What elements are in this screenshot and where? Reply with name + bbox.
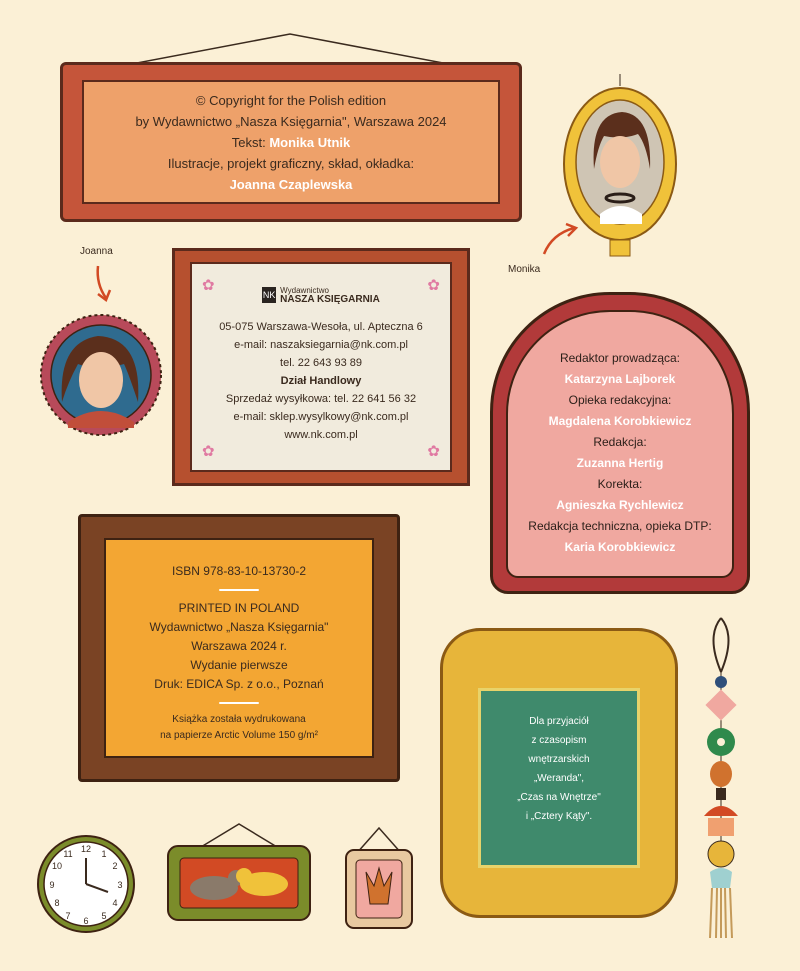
text-author: Monika Utnik (269, 135, 351, 150)
paper-line-1: Książka została wydrukowana (172, 714, 306, 725)
sales-dept-heading: Dział Handlowy (280, 375, 362, 387)
editors-frame (490, 292, 750, 594)
svg-text:9: 9 (49, 880, 55, 890)
city-year: Warszawa 2024 r. (191, 639, 287, 653)
editor-name-1: Katarzyna Lajborek (564, 372, 676, 386)
dedication-line-5: „Czas na Wnętrze" (517, 792, 601, 803)
flower-icon: ✿ (427, 443, 440, 460)
copyright-frame (60, 62, 522, 222)
clock-icon (34, 832, 138, 936)
website: www.nk.com.pl (284, 429, 358, 441)
editor-label-5: Redakcja techniczna, opieka DTP: (528, 519, 712, 533)
dedication-line-1: Dla przyjaciół (529, 716, 589, 727)
publisher-name: Wydawnictwo „Nasza Księgarnia" (149, 620, 329, 634)
email: e-mail: naszaksiegarnia@nk.com.pl (234, 339, 408, 351)
dedication-frame (440, 628, 678, 918)
divider (219, 587, 259, 593)
mail-order-email: e-mail: sklep.wysylkowy@nk.com.pl (233, 411, 409, 423)
arrow-to-monika-icon (540, 222, 580, 258)
divider (219, 700, 259, 706)
joanna-label: Joanna (80, 246, 113, 257)
printed-in: PRINTED IN POLAND (178, 601, 300, 615)
publisher-card (172, 248, 470, 486)
joanna-portrait (38, 312, 164, 438)
printer: Druk: EDICA Sp. z o.o., Poznań (154, 677, 324, 691)
svg-text:12: 12 (80, 844, 92, 854)
svg-text:6: 6 (83, 916, 89, 926)
svg-text:2: 2 (112, 861, 118, 871)
isbn-frame (78, 514, 400, 782)
editor-label-2: Opieka redakcyjna: (568, 393, 672, 407)
dedication-line-2: z czasopism (531, 735, 587, 746)
dedication-line-6: i „Cztery Kąty". (525, 811, 593, 822)
editor-label-1: Redaktor prowadząca: (559, 351, 681, 365)
editor-name-3: Zuzanna Hertig (576, 456, 664, 470)
svg-text:4: 4 (112, 898, 118, 908)
editor-label-3: Redakcja: (593, 435, 647, 449)
nk-logo-icon: NK (262, 287, 276, 303)
svg-text:1: 1 (101, 849, 107, 859)
dedication-line-3: wnętrzarskich (528, 754, 590, 765)
edition: Wydanie pierwsze (190, 658, 288, 672)
flower-icon: ✿ (202, 277, 215, 294)
editor-label-4: Korekta: (597, 477, 643, 491)
svg-text:5: 5 (101, 911, 107, 921)
bead-ornament (696, 616, 746, 946)
address: 05-075 Warszawa-Wesoła, ul. Apteczna 6 (219, 321, 423, 333)
flower-icon: ✿ (202, 443, 215, 460)
flower-icon: ✿ (427, 277, 440, 294)
copyright-line-1: © Copyright for the Polish edition (195, 93, 387, 108)
rabbit-picture (344, 824, 414, 932)
paper-line-2: na papierze Arctic Volume 150 g/m² (160, 730, 318, 741)
svg-text:10: 10 (51, 861, 63, 871)
editor-name-5: Karia Korobkiewicz (564, 540, 676, 554)
phone: tel. 22 643 93 89 (280, 357, 362, 369)
mail-order-phone: Sprzedaż wysyłkowa: tel. 22 641 56 32 (225, 393, 417, 405)
isbn: ISBN 978-83-10-13730-2 (171, 564, 307, 578)
illustration-credit-label: Ilustracje, projekt graficzny, skład, okładka: (167, 156, 415, 171)
copyright-line-2: by Wydawnictwo „Nasza Księgarnia", Warszawa 2024 (135, 114, 447, 129)
text-credit: Tekst: Monika Utnik (231, 135, 351, 150)
svg-text:11: 11 (63, 849, 73, 859)
svg-text:7: 7 (65, 911, 71, 921)
svg-text:8: 8 (54, 898, 60, 908)
monika-label: Monika (508, 264, 541, 275)
dedication-line-4: „Weranda", (533, 773, 585, 784)
editor-name-2: Magdalena Korobkiewicz (548, 414, 692, 428)
svg-text:3: 3 (117, 880, 123, 890)
arrow-to-joanna-icon (92, 264, 116, 304)
publisher-logo: NK Wydawnictwo NASZA KSIĘGARNIA (262, 286, 380, 305)
illustration-author: Joanna Czaplewska (229, 177, 353, 192)
editor-name-4: Agnieszka Rychlewicz (556, 498, 684, 512)
cats-picture (166, 820, 312, 924)
